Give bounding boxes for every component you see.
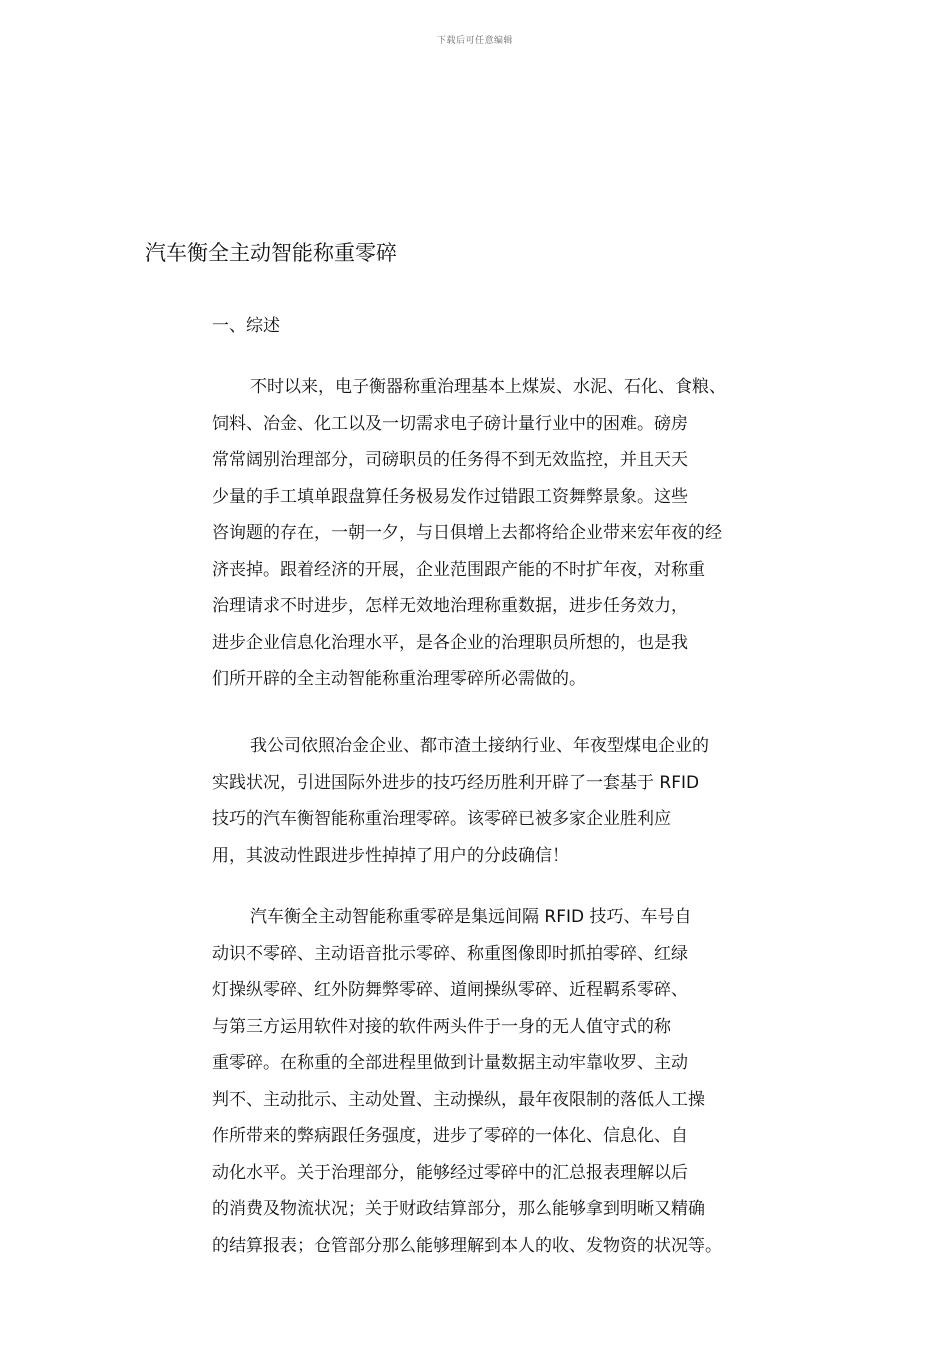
paragraph-line: 进步企业信息化治理水平，是各企业的治理职员所想的，也是我	[212, 632, 688, 653]
page-header-note: 下载后可任意编辑	[436, 36, 513, 46]
paragraph-line: 动化水平。关于治理部分，能够经过零碎中的汇总报表理解以后	[212, 1162, 688, 1183]
paragraph-line: 动识不零碎、主动语音批示零碎、称重图像即时抓拍零碎、红绿	[212, 943, 688, 964]
paragraph-line: 实践状况，引进国际外进步的技巧经历胜利开辟了一套基于 RFID	[212, 772, 700, 793]
paragraph-line: 汽车衡全主动智能称重零碎是集远间隔 RFID 技巧、车号自	[250, 907, 692, 927]
paragraph-line: 重零碎。在称重的全部进程里做到计量数据主动牢靠收罗、主动	[212, 1053, 688, 1073]
paragraph-company	[212, 728, 709, 874]
paragraph-line: 济丧掉。跟着经济的开展，企业范围跟产能的不时扩年夜，对称重	[212, 559, 705, 580]
paragraph-line: 治理请求不时进步，怎样无效地治理称重数据，进步任务效力，	[212, 596, 688, 616]
paragraph-line: 我公司依照冶金企业、都市渣土接纳行业、年夜型煤电企业的	[250, 736, 709, 756]
paragraph-line: 们所开辟的全主动智能称重治理零碎所必需做的。	[212, 669, 586, 689]
paragraph-line: 与第三方运用软件对接的软件两头件于一身的无人值守式的称	[212, 1016, 671, 1037]
paragraph-line: 少量的手工填单跟盘算任务极易发作过错跟工资舞弊景象。这些	[212, 486, 688, 507]
paragraph-line: 用，其波动性跟进步性掉掉了用户的分歧确信！	[212, 845, 569, 866]
paragraph-overview	[212, 369, 726, 698]
paragraph-line: 常常阔别治理部分，司磅职员的任务得不到无效监控，并且天天	[212, 450, 688, 470]
paragraph-line: 判不、主动批示、主动处置、主动操纵，最年夜限制的落低人工操	[212, 1089, 705, 1110]
paragraph-line: 不时以来，电子衡器称重治理基本上煤炭、水泥、石化、食粮、	[250, 377, 726, 397]
paragraph-line: 的消费及物流状况；关于财政结算部分，那么能够拿到明晰又精确	[212, 1199, 705, 1219]
paragraph-line: 饲料、冶金、化工以及一切需求电子磅计量行业中的困难。磅房	[212, 413, 688, 434]
paragraph-line: 灯操纵零碎、红外防舞弊零碎、道闸操纵零碎、近程羁系零碎、	[212, 980, 688, 1000]
document-title: 汽车衡全主动智能称重零碎	[145, 241, 397, 265]
paragraph-line: 的结算报表；仓管部分那么能够理解到本人的收、发物资的状况等。	[212, 1235, 722, 1256]
section-heading: 一、综述	[212, 316, 280, 336]
paragraph-line: 技巧的汽车衡智能称重治理零碎。该零碎已被多家企业胜利应	[212, 809, 671, 829]
paragraph-system	[212, 899, 722, 1264]
paragraph-line: 咨询题的存在，一朝一夕，与日俱增上去都将给企业带来宏年夜的经	[212, 523, 722, 543]
paragraph-line: 作所带来的弊病跟任务强度，进步了零碎的一体化、信息化、自	[212, 1126, 688, 1146]
